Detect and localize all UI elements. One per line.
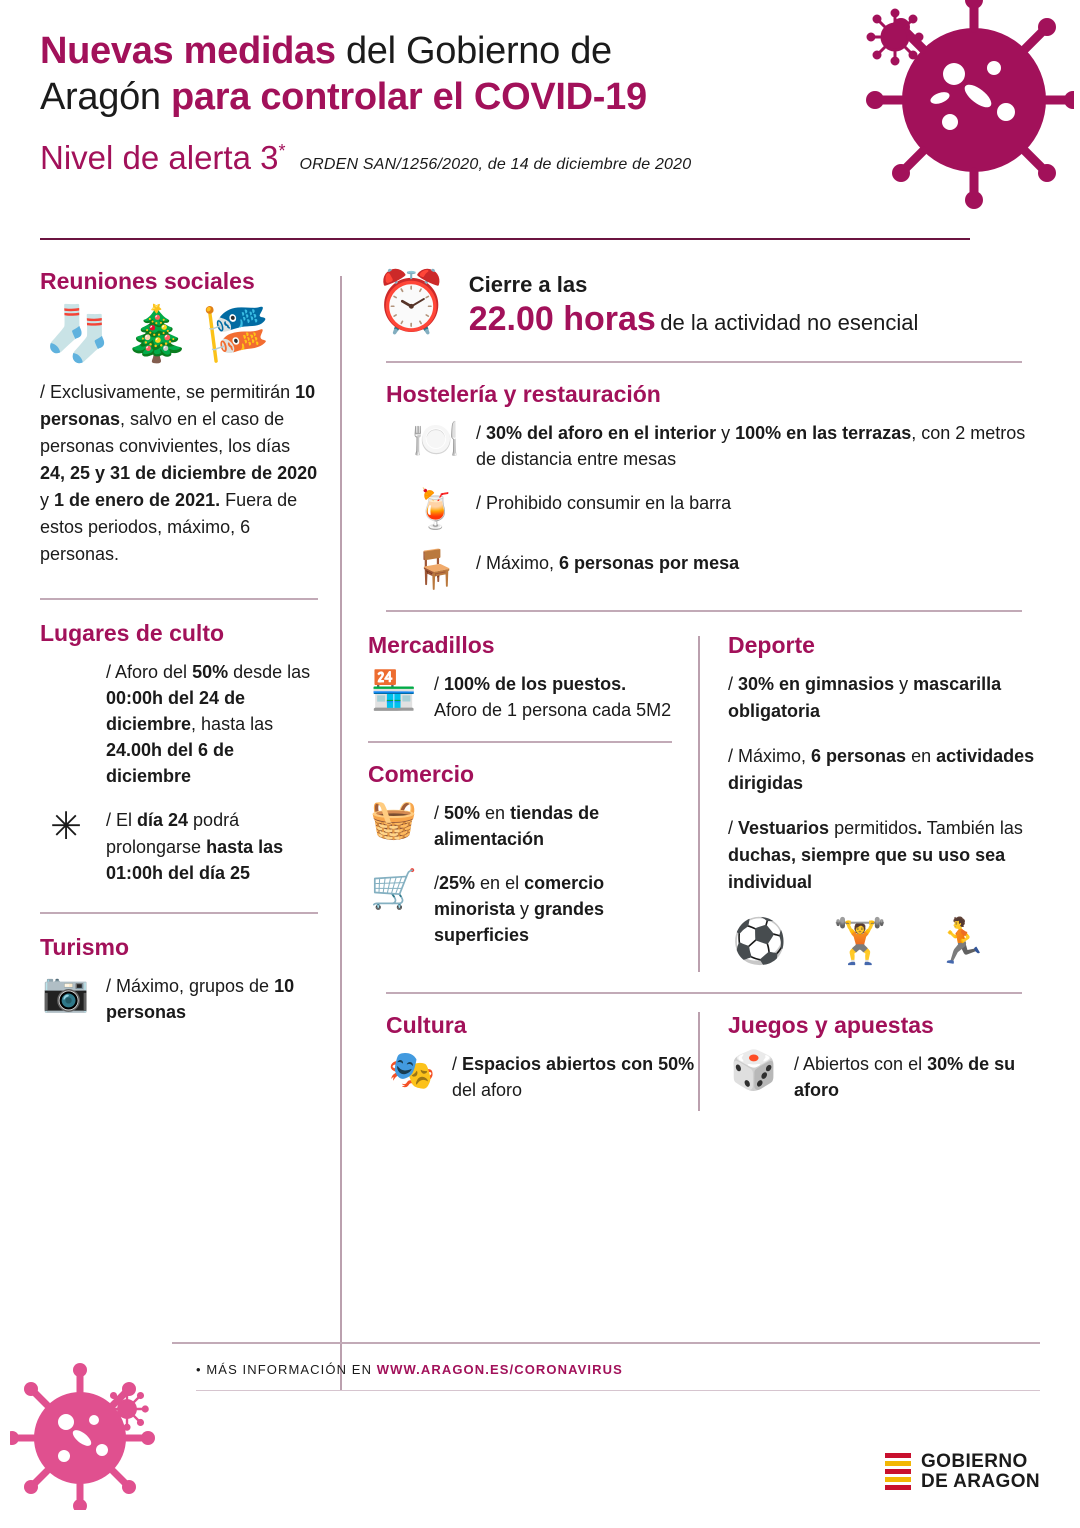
list-item-text: / 50% en tiendas de alimentación	[434, 802, 600, 850]
turismo-text: / Máximo, grupos de 10 personas	[106, 975, 295, 1022]
closing-time-text	[469, 272, 919, 339]
more-info-line	[196, 1362, 623, 1377]
cultura-column	[368, 1012, 698, 1121]
title-part-4: para controlar el COVID-19	[171, 76, 647, 119]
closing-hours: 22.00 horas	[468, 300, 656, 338]
list-item	[40, 807, 318, 885]
closing-line1: Cierre a las	[468, 272, 588, 297]
weightlifter-icon: 🏋️	[832, 916, 888, 966]
hosteleria-section	[368, 381, 1040, 592]
christmas-stocking-icon: 🧦	[44, 304, 112, 364]
camera-icon: 📷	[42, 971, 90, 1014]
section-title-hosteleria: Hostelería y restauración	[386, 381, 661, 407]
juegos-item	[728, 1051, 1040, 1103]
page-title	[40, 28, 880, 121]
title-part-2: del Gobierno de	[335, 30, 612, 72]
left-divider-1	[40, 598, 318, 600]
alert-level-text: Nivel de alerta 3	[40, 138, 279, 176]
section-title-juegos: Juegos y apuestas	[728, 1011, 934, 1038]
left-column	[40, 268, 340, 1410]
cultura-text: / Espacios abiertos con 50% del aforo	[452, 1053, 695, 1100]
alert-level	[40, 139, 285, 177]
page-footer	[0, 1328, 1080, 1528]
section-title-lugares-de-culto: Lugares de culto	[40, 620, 225, 646]
list-item	[410, 490, 1040, 532]
deporte-items	[728, 671, 1040, 896]
closing-rest: de la actividad no esencial	[660, 310, 919, 335]
right-divider-3	[386, 992, 1022, 994]
table-chairs-icon: 🪑	[412, 548, 460, 591]
gobierno-de-aragon-logo	[885, 1452, 1040, 1492]
right-divider-2	[386, 610, 1022, 612]
list-item	[410, 550, 1040, 592]
list-item	[40, 659, 318, 789]
list-item-text: /25% en el comercio minorista y grandes superficies	[434, 873, 605, 946]
list-item-text: / El día 24 podrá prolongarse hasta las 01:00h del día 25	[106, 810, 284, 883]
food-tray-icon: 🍽️	[412, 419, 460, 461]
mercadillos-comercio-column	[368, 632, 698, 982]
section-title-mercadillos: Mercadillos	[368, 631, 495, 658]
closing-line2	[469, 300, 919, 339]
list-item: / Vestuarios permitidos. También las duchas, siempre que su uso sea individual	[728, 817, 1023, 892]
section-title-cultura: Cultura	[386, 1011, 467, 1038]
list-item-text: / 100% de los puestos. Aforo de 1 persona cada 5M2	[434, 673, 672, 720]
dice-icon: 🎲	[730, 1049, 778, 1092]
deporte-column	[700, 632, 1040, 982]
left-divider-2	[40, 912, 318, 914]
alert-level-asterisk: *	[278, 140, 286, 161]
logo-line-1: GOBIERNO	[920, 1450, 1028, 1472]
alarm-clock-icon: ⏰	[374, 268, 449, 335]
header-divider	[40, 238, 970, 240]
christmas-bauble-icon: 🎏	[202, 304, 270, 364]
cultura-item	[386, 1051, 698, 1103]
hosteleria-items	[386, 420, 1040, 592]
list-item: / Máximo, 6 personas en actividades dirigidas	[728, 745, 1035, 793]
social-text: / Exclusivamente, se permitirán 10 personas, salvo en el caso de personas convivientes, los días 24, 25 y 31 de diciembre de 2020 y 1 de enero de 2021. Fuera de estos periodos, máximo, 6 personas.	[40, 382, 318, 564]
worship-items	[40, 659, 318, 886]
cocktail-glass-icon: 🍹	[412, 489, 460, 532]
juegos-column	[700, 1012, 1040, 1121]
turismo-item	[40, 973, 318, 1025]
title-part-1: Nuevas medidas	[40, 30, 336, 72]
bottom-columns	[368, 1012, 1040, 1121]
list-item-text: / Máximo, 6 personas por mesa	[476, 552, 740, 573]
coronavirus-graphic-footer-large	[10, 1360, 160, 1510]
mid-divider-1	[368, 741, 672, 743]
coronavirus-url[interactable]: WWW.ARAGON.ES/CORONAVIRUS	[376, 1362, 623, 1377]
social-icons	[44, 304, 318, 364]
list-item	[368, 800, 672, 852]
list-item	[368, 870, 672, 948]
logo-text	[921, 1452, 1040, 1492]
list-item-text: / 30% del aforo en el interior y 100% en las terrazas, con 2 metros de distancia entre mesas	[476, 423, 1026, 470]
page-header	[0, 0, 1080, 250]
soccer-ball-icon: ⚽	[732, 916, 787, 966]
coronavirus-graphic-small	[866, 8, 924, 66]
section-title-deporte: Deporte	[728, 631, 815, 658]
right-column	[342, 268, 1040, 1410]
title-part-3: Aragón	[40, 76, 171, 119]
shopping-basket-icon: 🧺	[370, 798, 418, 841]
list-item: / 30% en gimnasios y mascarilla obligatoria	[728, 673, 1002, 721]
aragon-flag-bars	[885, 1453, 911, 1490]
footer-divider-1	[172, 1342, 1040, 1344]
closing-time-block	[368, 268, 1040, 339]
order-reference: ORDEN SAN/1256/2020, de 14 de diciembre de 2020	[299, 155, 692, 173]
shopping-cart-icon: 🛒	[370, 869, 418, 912]
section-title-comercio: Comercio	[368, 760, 475, 787]
list-item-text: / Prohibido consumir en la barra	[476, 493, 732, 514]
section-title-turismo: Turismo	[40, 933, 130, 960]
footer-divider-2	[196, 1390, 1040, 1391]
main-content	[0, 250, 1080, 1410]
comercio-items	[368, 800, 672, 948]
list-item	[368, 671, 672, 723]
runner-icon: 🏃	[933, 916, 989, 966]
more-info-prefix: • MÁS INFORMACIÓN EN	[196, 1362, 377, 1377]
christmas-tree-icon: 🎄	[123, 304, 191, 364]
list-item-text: / Aforo del 50% desde las 00:00h del 24 de diciembre, hasta las 24.00h del 6 de diciembre	[106, 662, 311, 787]
list-item	[410, 420, 1040, 472]
star-burst-icon: ✳	[50, 806, 82, 849]
deporte-icons	[732, 916, 1040, 966]
theater-masks-icon: 🎭	[388, 1049, 436, 1092]
right-divider-1	[386, 361, 1022, 363]
market-stall-icon: 🏪	[370, 669, 418, 712]
juegos-text: / Abiertos con el 30% de su aforo	[794, 1053, 1016, 1100]
logo-line-2: DE ARAGON	[920, 1470, 1040, 1492]
section-title-reuniones-sociales: Reuniones sociales	[40, 268, 255, 294]
mid-columns	[368, 632, 1040, 982]
mercadillos-items	[368, 671, 672, 723]
